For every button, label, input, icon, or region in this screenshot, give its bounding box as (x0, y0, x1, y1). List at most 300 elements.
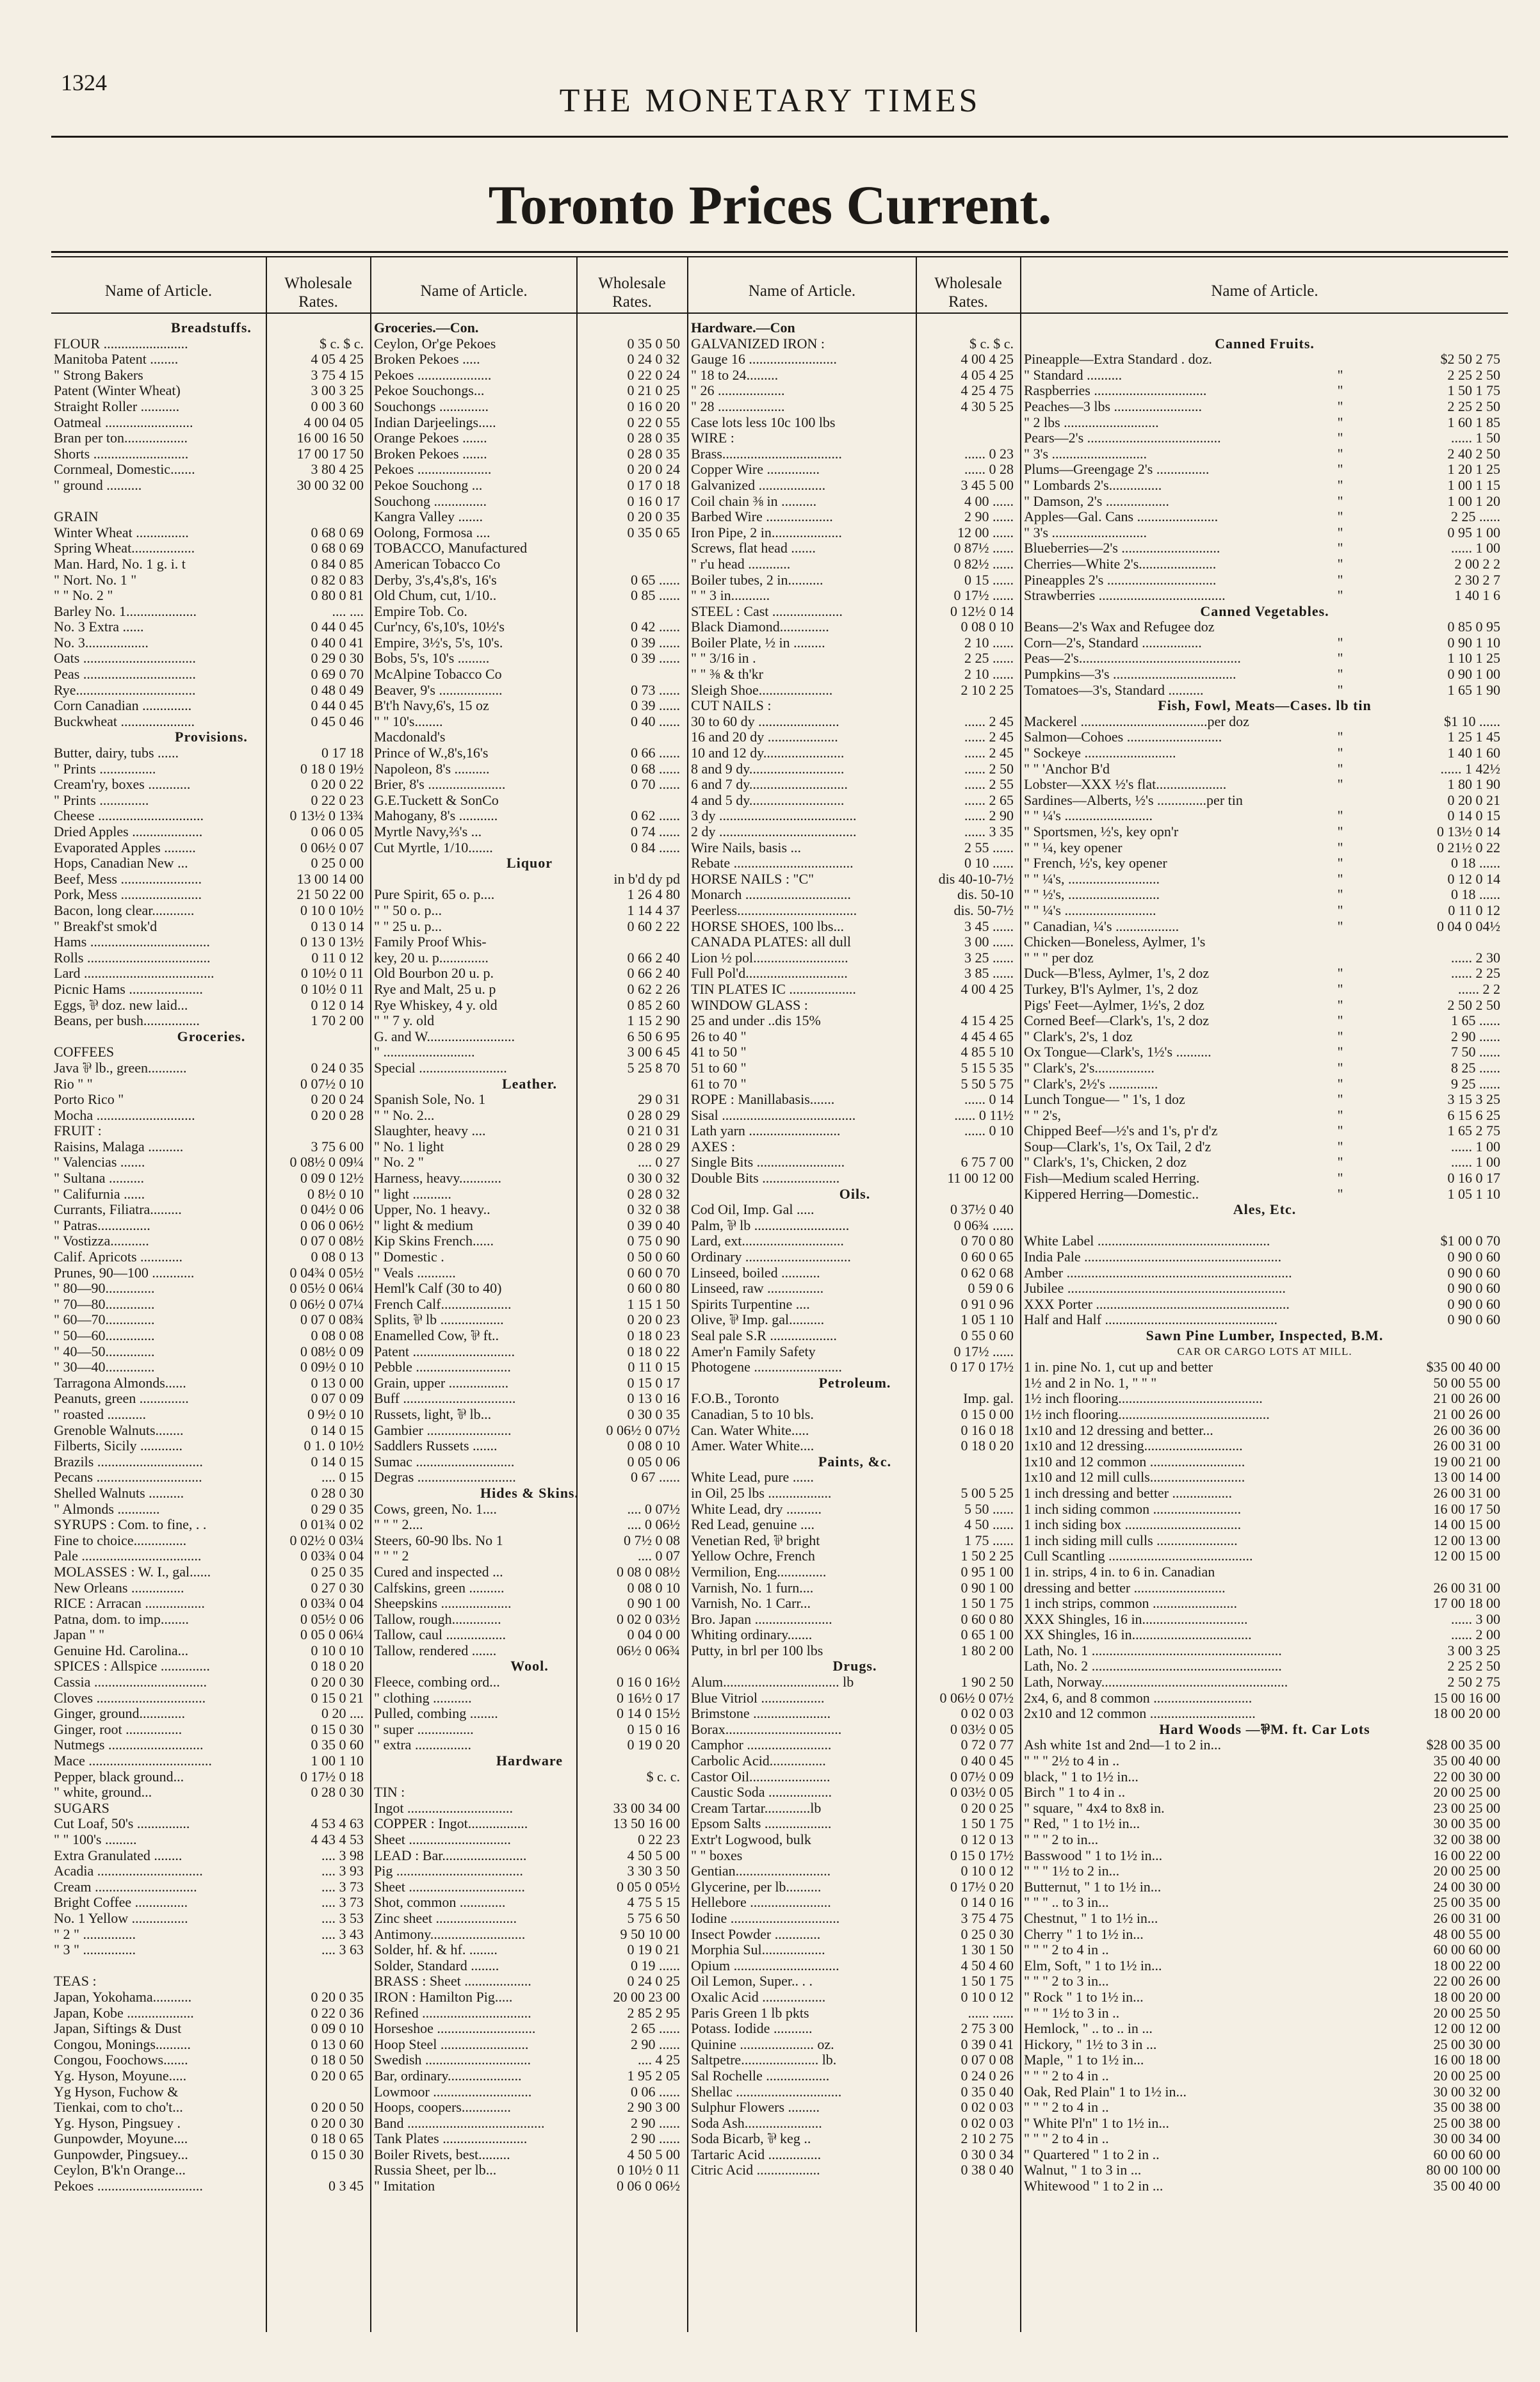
wholesale-rate: 0 10 0 12 (960, 1989, 1014, 2005)
price-row (374, 793, 685, 809)
article-name: " " 50 o. p... (374, 902, 442, 918)
price-row (1024, 887, 1505, 903)
wholesale-rate: 0 06½ 0 07½ (939, 1690, 1014, 1706)
article-name: Bobs, 5's, 10's ......... (374, 651, 490, 667)
price-row (54, 1344, 369, 1360)
article-name: " Patras............... (54, 1217, 150, 1233)
article-name: 1 inch strips, common ........................ (1024, 1596, 1238, 1612)
article-name: " Almonds ............ (54, 1501, 160, 1517)
article-name: Lath, No. 1 ...................................................... (1024, 1642, 1282, 1658)
wholesale-rate: 20 00 25 00 (1433, 2068, 1500, 2084)
ditto-mark: " (1337, 997, 1343, 1013)
article-name: Prince of W.,8's,16's (374, 745, 489, 761)
price-row (374, 540, 685, 556)
wholesale-rate: 20 00 25 00 (1433, 1785, 1500, 1801)
wholesale-rate: 0 66 2 40 (627, 966, 680, 982)
wholesale-rate: 4 43 4 53 (311, 1832, 364, 1847)
price-row (374, 399, 685, 415)
article-name: Iron Pipe, 2 in.................... (691, 524, 842, 540)
price-row (374, 919, 685, 935)
wholesale-rate: 2 30 2 7 (1454, 572, 1500, 588)
price-row (54, 1596, 369, 1612)
article-name: Beans—2's Wax and Refugee doz (1024, 619, 1215, 635)
article-name: Cassia ................................ (54, 1674, 207, 1690)
price-row (54, 651, 369, 667)
wholesale-rate: ...... 3 00 (1451, 1611, 1500, 1627)
price-row (1024, 1187, 1505, 1203)
price-row (374, 1801, 685, 1817)
article-name: Pekoes ..................... (374, 462, 492, 478)
wholesale-rate: 2 10 2 75 (960, 2131, 1014, 2147)
price-row (54, 683, 369, 699)
price-row (54, 966, 369, 982)
wholesale-rate: 0 07½ 0 09 (950, 1769, 1014, 1785)
article-name: " White Pl'n" 1 to 1½ in... (1024, 2115, 1169, 2131)
wholesale-rate: 2 25 ...... (1451, 509, 1500, 525)
price-row (1024, 2116, 1505, 2132)
wholesale-rate: 0 13½ 0 14 (1437, 824, 1500, 839)
wholesale-rate: 0 73 ...... (631, 682, 680, 698)
price-row (374, 1092, 685, 1108)
article-name: " Breakf'st smok'd (54, 918, 158, 934)
wholesale-rate: 0 68 0 69 (311, 524, 364, 540)
wholesale-rate: 18 00 20 00 (1433, 1706, 1500, 1722)
price-row (54, 1391, 369, 1407)
article-name: Screws, flat head ....... (691, 540, 816, 556)
ditto-mark: " (1337, 1186, 1343, 1202)
article-name: " Lombards 2's............... (1024, 477, 1162, 493)
price-row (374, 1690, 685, 1706)
article-name: " 50—60.............. (54, 1328, 155, 1343)
article-name: Patent (Winter Wheat) (54, 383, 181, 399)
price-row (54, 2131, 369, 2147)
price-row (374, 1108, 685, 1124)
wholesale-rate: 2 90 ...... (631, 2115, 680, 2131)
article-name: 3 dy ....................................... (691, 808, 857, 824)
wholesale-rate: 0 24 0 25 (627, 1973, 680, 1989)
price-row (1024, 556, 1505, 572)
article-name: " Nort. No. 1 " (54, 572, 137, 588)
article-name: Full Pol'd............................. (691, 966, 848, 982)
article-name: Linseed, raw ................ (691, 1281, 824, 1297)
price-row (1024, 352, 1505, 368)
wholesale-rate: .... 0 27 (638, 1155, 680, 1171)
ditto-mark: " (1337, 1013, 1343, 1029)
article-name: Vermilion, Eng.............. (691, 1564, 827, 1580)
price-row (54, 2178, 369, 2194)
article-name: Hardware.—Con (691, 320, 795, 336)
wholesale-rate: dis. 50-7½ (953, 902, 1014, 918)
price-row (374, 556, 685, 572)
wholesale-rate: 30 00 32 00 (1433, 2084, 1500, 2100)
price-row (1024, 1832, 1505, 1848)
price-row (691, 1832, 1019, 1848)
price-row (374, 2162, 685, 2178)
price-row (1024, 2178, 1505, 2194)
price-row (1024, 2021, 1505, 2037)
wholesale-rate: 0 25 0 30 (960, 1926, 1014, 1942)
price-row (1024, 399, 1505, 415)
ditto-mark: " (1337, 540, 1343, 556)
article-name: Brazils .............................. (54, 1454, 203, 1470)
article-name: 16 and 20 dy .................... (691, 729, 838, 745)
article-name: " light & medium (374, 1217, 474, 1233)
price-row (54, 1123, 369, 1139)
price-row (1024, 430, 1505, 446)
wholesale-rate: 0 59 0 6 (968, 1281, 1014, 1297)
price-row (1024, 1155, 1505, 1171)
price-row (374, 2178, 685, 2194)
wholesale-rate: 0 08½ 0 09¼ (289, 1155, 364, 1171)
article-name: Buff ................................ (374, 1391, 516, 1407)
wholesale-rate: ...... 0 14 (964, 1092, 1014, 1108)
price-row (691, 399, 1019, 415)
article-name: Rolls ................................... (54, 950, 211, 966)
price-row (691, 982, 1019, 998)
wholesale-rate: 0 72 0 77 (960, 1737, 1014, 1753)
price-row (1024, 840, 1505, 856)
wholesale-rate: 0 05 0 06 (627, 1454, 680, 1470)
price-row (691, 1911, 1019, 1927)
price-row (374, 1470, 685, 1486)
article-name: Blue Vitriol .................. (691, 1690, 825, 1706)
ditto-mark: " (1337, 1107, 1343, 1123)
price-row (54, 635, 369, 651)
price-row (691, 1123, 1019, 1139)
article-name: Canadian, 5 to 10 bls. (691, 1406, 814, 1422)
price-row (374, 462, 685, 478)
wholesale-rate: 0 06 0 06½ (617, 2178, 680, 2194)
section-heading: Fish, Fowl, Meats—Cases. lb tin (1158, 698, 1372, 714)
wholesale-rate: 0 12 0 14 (311, 997, 364, 1013)
price-row (691, 1643, 1019, 1659)
wholesale-rate: 0 07½ 0 10 (300, 1076, 364, 1092)
section-subheading: CAR OR CARGO LOTS AT MILL. (1177, 1345, 1352, 1357)
article-name: Soda Ash...................... (691, 2115, 822, 2131)
price-row (691, 2116, 1019, 2132)
wholesale-rate: 9 50 10 00 (620, 1926, 680, 1942)
section-heading: Wool. (510, 1658, 549, 1674)
price-row (54, 887, 369, 903)
wholesale-rate: ...... 0 10 (964, 1123, 1014, 1139)
wholesale-rate: 60 00 60 00 (1433, 1942, 1500, 1958)
article-name: 6 and 7 dy............................ (691, 777, 848, 793)
wholesale-rate: .... .... (332, 603, 364, 619)
wholesale-rate: ...... 2 30 (1451, 950, 1500, 966)
article-name: Family Proof Whis- (374, 934, 487, 950)
wholesale-rate: 4 50 4 60 (960, 1957, 1014, 1973)
wholesale-rate: 2 25 2 50 (1447, 367, 1500, 383)
price-row (374, 761, 685, 777)
article-name: Peas—2's.............................................. (1024, 651, 1241, 667)
article-name: Upper, No. 1 heavy.. (374, 1202, 490, 1218)
wholesale-rate: 0 28 0 29 (627, 1138, 680, 1155)
wholesale-rate: 0 06 0 05 (311, 824, 364, 839)
article-name: Rebate .................................. (691, 855, 854, 871)
price-row (691, 1060, 1019, 1076)
article-name: GALVANIZED IRON : (691, 336, 825, 352)
price-row (374, 1202, 685, 1218)
price-row (691, 1359, 1019, 1375)
wholesale-rate: 0 70 0 80 (960, 1233, 1014, 1249)
article-name: Prunes, 90—100 ............ (54, 1265, 195, 1281)
article-name: " Clark's, 2's................. (1024, 1060, 1155, 1076)
section-heading: Breadstuffs. (171, 320, 252, 336)
wholesale-rate: 3 45 5 00 (960, 477, 1014, 493)
article-name: G.E.Tuckett & SonCo (374, 792, 499, 808)
wholesale-rate: 17 00 17 50 (296, 446, 364, 462)
wholesale-rate: 0 27 0 30 (311, 1580, 364, 1596)
article-name: Apples—Gal. Cans ....................... (1024, 509, 1219, 525)
price-row (691, 572, 1019, 588)
article-name: Gunpowder, Pingsuey... (54, 2146, 188, 2162)
price-row (54, 714, 369, 730)
price-row (374, 1359, 685, 1375)
article-name: Pepper, black ground... (54, 1769, 184, 1785)
wholesale-rate: $ c. $ c. (319, 336, 364, 352)
price-row (54, 1548, 369, 1564)
wholesale-rate: 17 00 18 00 (1433, 1596, 1500, 1612)
wholesale-rate: 1 20 1 25 (1447, 462, 1500, 478)
price-row (374, 1627, 685, 1643)
price-row (1024, 525, 1505, 541)
wholesale-rate: 0 20 0 21 (1447, 792, 1500, 808)
wholesale-rate: 1 95 2 05 (627, 2068, 680, 2084)
article-name: Pears—2's ...................................... (1024, 430, 1221, 446)
wholesale-rate: 1 50 2 25 (960, 1548, 1014, 1564)
price-row (54, 1407, 369, 1423)
price-row (54, 871, 369, 887)
wholesale-rate: 48 00 55 00 (1433, 1926, 1500, 1942)
article-name: Lion ½ pol........................... (691, 950, 848, 966)
price-row (1024, 1249, 1505, 1265)
price-row (374, 1391, 685, 1407)
ditto-mark: " (1337, 918, 1343, 934)
article-name: Shorts ........................... (54, 446, 189, 462)
price-row (691, 919, 1019, 935)
wholesale-rate: 3 15 3 25 (1447, 1092, 1500, 1108)
wholesale-rate: 3 25 ...... (964, 950, 1014, 966)
wholesale-rate: 1 30 1 50 (960, 1942, 1014, 1958)
wholesale-rate: 0 08 0 08 (311, 1328, 364, 1343)
wholesale-rate: 0 10 ...... (964, 855, 1014, 871)
wholesale-rate: 0 42 ...... (631, 619, 680, 635)
price-row (691, 903, 1019, 919)
price-row (54, 1643, 369, 1659)
price-row (1024, 1533, 1505, 1549)
wholesale-rate: 18 00 22 00 (1433, 1957, 1500, 1973)
price-row (1024, 1423, 1505, 1439)
article-name: Tarragona Almonds...... (54, 1375, 186, 1391)
article-name: No. 3 Extra ...... (54, 619, 144, 635)
article-name: Camphor ........................ (691, 1737, 832, 1753)
price-row (1024, 777, 1505, 793)
price-row (374, 1533, 685, 1549)
price-row (1024, 2147, 1505, 2163)
price-row (374, 729, 685, 745)
price-row (374, 572, 685, 588)
article-name: " Red, " 1 to 1½ in... (1024, 1816, 1140, 1832)
wholesale-rate: 2 90 ...... (631, 2036, 680, 2052)
header-name-3: Name of Article. (748, 282, 856, 300)
article-name: 30 to 60 dy ....................... (691, 713, 839, 729)
wholesale-rate: 0 22 0 36 (311, 2005, 364, 2021)
price-row (54, 745, 369, 761)
wholesale-rate: 0 80 0 81 (311, 588, 364, 604)
price-row (1024, 2068, 1505, 2084)
article-name: Borax................................. (691, 1721, 842, 1737)
wholesale-rate: 0 12 0 14 (1447, 871, 1500, 887)
wholesale-rate: 0 68 ...... (631, 761, 680, 777)
wholesale-rate: 0 35 0 65 (627, 524, 680, 540)
article-name: Zinc sheet ....................... (374, 1910, 517, 1926)
article-name: B't'h Navy,6's, 15 oz (374, 698, 489, 714)
price-row (54, 1297, 369, 1313)
price-row (54, 368, 369, 384)
article-name: Plums—Greengage 2's ............... (1024, 462, 1210, 478)
wholesale-rate: 0 06½ 0 07 (300, 839, 364, 855)
wholesale-rate: 22 00 30 00 (1433, 1769, 1500, 1785)
wholesale-rate: 0 39 0 41 (960, 2036, 1014, 2052)
article-name: Antimony........................... (374, 1926, 526, 1942)
ditto-mark: " (1337, 367, 1343, 383)
article-name: Can. Water White..... (691, 1422, 809, 1438)
price-row (374, 1502, 685, 1518)
wholesale-rate: 2 50 2 50 (1447, 997, 1500, 1013)
article-name: 10 and 12 dy....................... (691, 745, 845, 761)
article-name: Kip Skins French...... (374, 1233, 494, 1249)
wholesale-rate: 1 14 4 37 (627, 902, 680, 918)
section-heading: Paints, &c. (818, 1454, 892, 1470)
wholesale-rate: 0 28 0 30 (311, 1485, 364, 1501)
article-name: BRASS : Sheet ................... (374, 1973, 531, 1989)
ditto-mark: " (1337, 808, 1343, 824)
wholesale-rate: 1 90 2 50 (960, 1674, 1014, 1690)
article-name: Cornmeal, Domestic....... (54, 462, 195, 478)
wholesale-rate: 0 10 0 10½ (300, 902, 364, 918)
article-name: 1½ inch flooring......................................... (1024, 1391, 1263, 1407)
wholesale-rate: 2 65 ...... (631, 2021, 680, 2037)
article-name: Tank Plates ........................ (374, 2131, 528, 2147)
article-name: Harness, heavy............ (374, 1171, 501, 1187)
article-name: Photogene ......................... (691, 1359, 842, 1375)
article-name: Iodine ............................... (691, 1910, 840, 1926)
price-row (691, 1328, 1019, 1344)
price-row (54, 2116, 369, 2132)
wholesale-rate: 1 80 1 90 (1447, 777, 1500, 793)
article-name: " " " 2.... (374, 1517, 423, 1533)
wholesale-rate: 0 08 0 08½ (617, 1564, 680, 1580)
article-name: Quinine ..................... oz. (691, 2036, 834, 2052)
wholesale-rate: 0 10½ 0 11 (617, 2162, 680, 2178)
article-name: New Orleans ............... (54, 1580, 184, 1596)
price-row (1024, 1801, 1505, 1817)
article-name: Chicken—Boneless, Aylmer, 1's (1024, 934, 1206, 950)
wholesale-rate: 0 22 0 24 (627, 367, 680, 383)
article-name: COFFEES (54, 1044, 115, 1060)
price-row (374, 1612, 685, 1628)
price-row (691, 446, 1019, 462)
header-rates-3: Wholesale Rates. (934, 275, 1002, 311)
price-row (691, 1312, 1019, 1328)
wholesale-rate: 1 50 1 75 (1447, 383, 1500, 399)
price-row (691, 887, 1019, 903)
article-name: Acadia .............................. (54, 1863, 203, 1879)
price-row (54, 1517, 369, 1533)
price-row (54, 1359, 369, 1375)
wholesale-rate: .... 0 06½ (627, 1517, 680, 1533)
price-row (691, 1863, 1019, 1879)
article-name: FLOUR ........................ (54, 336, 188, 352)
price-row (1024, 509, 1505, 525)
price-row (1024, 745, 1505, 761)
article-name: Pekoes ..................... (374, 367, 492, 383)
wholesale-rate: 0 14 0 15 (1447, 808, 1500, 824)
price-row (54, 1674, 369, 1690)
price-row (691, 383, 1019, 399)
article-name: " " 'Anchor B'd (1024, 761, 1110, 777)
wholesale-rate: 0 08 0 13 (311, 1249, 364, 1265)
ditto-mark: " (1337, 1076, 1343, 1092)
price-row (54, 698, 369, 714)
wholesale-rate: 06½ 0 06¾ (617, 1642, 680, 1658)
article-name: Filberts, Sicily ............ (54, 1438, 183, 1454)
price-row (54, 1737, 369, 1753)
wholesale-rate: 0 04 0 00 (627, 1627, 680, 1643)
article-name: Linseed, boiled ........... (691, 1265, 820, 1281)
ditto-mark: " (1337, 1028, 1343, 1044)
wholesale-rate: 0 16 0 16½ (617, 1674, 680, 1690)
price-row (1024, 1706, 1505, 1722)
price-row (1024, 934, 1505, 950)
price-row (1024, 2162, 1505, 2178)
price-row (691, 2100, 1019, 2116)
article-name: Enamelled Cow, ⅌ ft.. (374, 1328, 499, 1343)
price-row (54, 1044, 369, 1060)
wholesale-rate: 21 50 22 00 (296, 887, 364, 903)
price-row (1024, 1596, 1505, 1612)
wholesale-rate: .... 0 15 (321, 1470, 364, 1486)
wholesale-rate: 60 00 60 00 (1433, 2146, 1500, 2162)
article-name: " " 10's........ (374, 713, 443, 729)
price-row (691, 556, 1019, 572)
article-name: " " " 2½ to 4 in .. (1024, 1753, 1120, 1769)
price-row (54, 1092, 369, 1108)
wholesale-rate: 0 18 ...... (1451, 887, 1500, 903)
wholesale-rate: 0 17½ ...... (953, 588, 1014, 604)
wholesale-rate: 0 39 ...... (631, 651, 680, 667)
wholesale-rate: 3 75 4 15 (311, 367, 364, 383)
header-name-2: Name of Article. (420, 282, 528, 300)
wholesale-rate: 0 15 0 21 (311, 1690, 364, 1706)
price-row (374, 808, 685, 824)
price-row (374, 1643, 685, 1659)
wholesale-rate: 0 60 0 80 (627, 1281, 680, 1297)
price-row (1024, 1958, 1505, 1974)
price-row (54, 982, 369, 998)
article-name: Peerless.................................. (691, 902, 857, 918)
price-row (54, 1769, 369, 1785)
ditto-mark: " (1337, 462, 1343, 478)
article-name: " Sockeye .......................... (1024, 745, 1176, 761)
wholesale-rate: 0 44 0 45 (311, 698, 364, 714)
price-row (1024, 651, 1505, 667)
price-row (374, 1911, 685, 1927)
wholesale-rate: 0 10½ 0 11 (300, 966, 364, 982)
price-row (691, 1202, 1019, 1218)
article-name: Japan, Siftings & Dust (54, 2021, 182, 2037)
price-row (54, 2037, 369, 2053)
